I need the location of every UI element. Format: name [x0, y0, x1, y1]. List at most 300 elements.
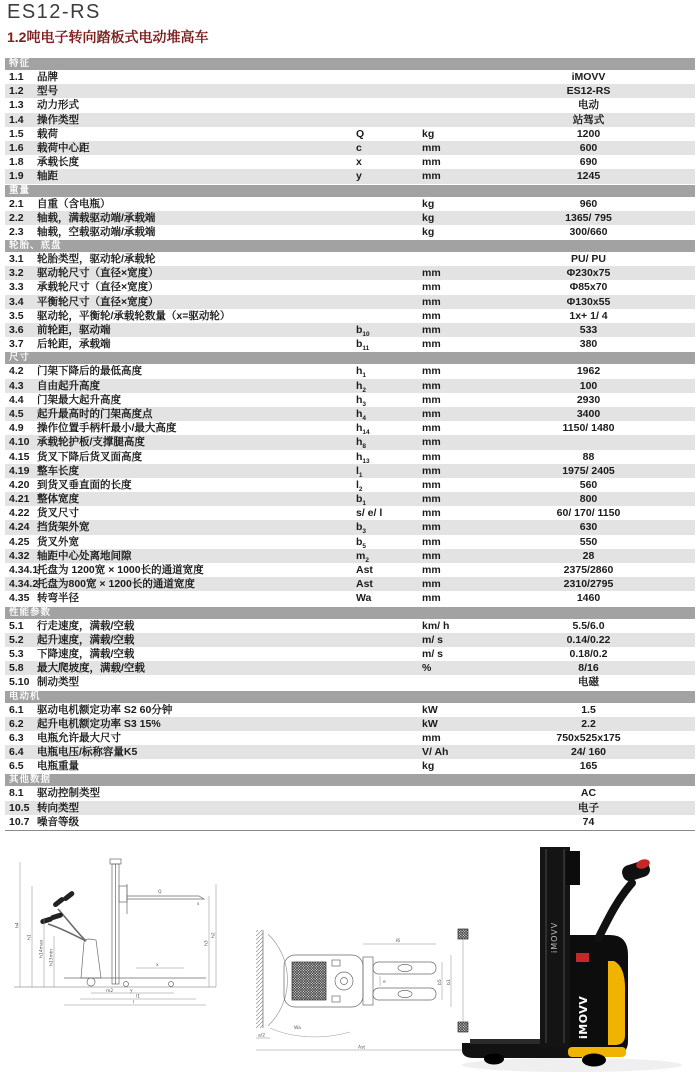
row-unit: mm: [422, 407, 441, 420]
row-value: 74: [582, 815, 595, 828]
row-unit: m/ s: [422, 633, 444, 646]
section-header: 重量: [5, 185, 695, 197]
svg-text:b1: b1: [447, 979, 452, 985]
yellow-accent: [608, 961, 625, 1045]
row-unit: kg: [422, 225, 435, 238]
row-symbol: $b_{10}$: [356, 324, 370, 339]
section-header: 轮胎、底盘: [5, 240, 695, 252]
spec-row: [5, 141, 695, 155]
row-value: 电子: [578, 801, 599, 814]
row-unit: mm: [422, 464, 441, 477]
row-symbol: [356, 786, 422, 800]
tiller-grips: [40, 890, 76, 925]
row-symbol: Ast: [356, 578, 373, 591]
spec-row: [5, 731, 695, 745]
svg-text:h13min: h13min: [49, 948, 55, 966]
row-value: 电磁: [578, 676, 599, 689]
spec-row: [5, 745, 695, 759]
dimension-lines: [20, 862, 216, 1005]
row-unit: kW: [422, 717, 438, 730]
row-unit: [422, 70, 482, 84]
row-unit: mm: [422, 564, 441, 576]
spec-row: [5, 450, 695, 464]
spec-row: [5, 717, 695, 731]
row-value: 630: [579, 521, 598, 534]
section-header: 电动机: [5, 691, 695, 703]
row-value: 165: [579, 760, 598, 773]
row-value: 1365/ 795: [565, 211, 612, 224]
battery-hatch: [292, 962, 326, 1000]
row-symbol: [356, 759, 422, 773]
row-number: 6.3: [9, 731, 24, 744]
row-number: 4.5: [9, 407, 24, 420]
row-number: 2.2: [9, 211, 24, 224]
row-value: 560: [579, 478, 598, 491]
row-unit: %: [422, 662, 432, 675]
spec-row: [5, 549, 695, 563]
row-number: 3.5: [9, 309, 24, 322]
row-description: 承载轮尺寸（直径×宽度）: [37, 281, 159, 294]
spec-row: [5, 127, 695, 141]
row-unit: mm: [422, 535, 441, 548]
row-symbol: Ast: [356, 564, 373, 576]
row-value: 1x+ 1/ 4: [569, 309, 608, 322]
table-bottom-rule: [5, 830, 695, 831]
row-number: 1.2: [9, 85, 24, 98]
top-view-lines: [256, 929, 468, 1050]
row-unit: mm: [422, 393, 441, 406]
spec-row: [5, 379, 695, 393]
row-value: 380: [579, 338, 598, 351]
row-unit: mm: [422, 281, 441, 294]
row-value: 5.5/6.0: [572, 619, 605, 632]
spec-row: [5, 364, 695, 378]
row-symbol: [356, 675, 422, 689]
row-description: 轴载，空载驱动端/承载端: [37, 225, 156, 238]
row-description: 托盘为 1200宽 × 1000长的通道宽度: [37, 564, 204, 576]
row-symbol: [356, 717, 422, 731]
side-view-drawing: [6, 856, 224, 1014]
spec-row: [5, 591, 695, 605]
spec-row: [5, 801, 695, 815]
row-value: 2375/2860: [563, 564, 614, 576]
row-value: iMOVV: [571, 71, 606, 83]
row-description: 品牌: [37, 71, 58, 83]
row-unit: mm: [422, 156, 441, 169]
row-number: 1.9: [9, 170, 24, 183]
spec-row: [5, 84, 695, 98]
top-view-drawing: [232, 916, 477, 1066]
row-symbol: $b_1$: [356, 493, 367, 508]
row-value: 690: [579, 156, 598, 169]
spec-row: [5, 197, 695, 211]
row-value: ES12-RS: [566, 85, 611, 98]
side-view-lines: [14, 859, 216, 1005]
mast-outline: [110, 859, 127, 984]
row-value: 3400: [576, 407, 601, 420]
row-description: 轴距中心处离地间隙: [37, 549, 132, 562]
svg-text:m2: m2: [106, 989, 114, 994]
spec-row: [5, 506, 695, 520]
row-description: 动力形式: [37, 99, 79, 112]
spec-row: [5, 520, 695, 534]
row-value: 550: [579, 535, 598, 548]
svg-text:Ast: Ast: [358, 1045, 366, 1051]
svg-text:s: s: [197, 902, 200, 907]
row-description: 货叉外宽: [37, 535, 79, 548]
row-value: 60/ 170/ 1150: [556, 507, 621, 520]
spec-row: [5, 225, 695, 239]
row-symbol: [356, 731, 422, 745]
row-description: 自由起升高度: [37, 379, 100, 392]
row-symbol: [356, 815, 422, 829]
row-unit: [422, 675, 482, 689]
svg-text:a/2: a/2: [258, 1033, 266, 1039]
row-number: 1.6: [9, 141, 24, 154]
svg-text:h14max: h14max: [39, 939, 45, 958]
row-description: 挡货架外宽: [37, 521, 90, 534]
red-stripe: [576, 953, 589, 962]
row-symbol: $h_{14}$: [356, 422, 370, 437]
row-symbol: [356, 745, 422, 759]
row-value: 2310/2795: [563, 578, 614, 591]
row-number: 8.1: [9, 787, 24, 800]
row-description: 载荷中心距: [37, 141, 90, 154]
row-value: Φ85x70: [569, 281, 608, 294]
row-number: 3.2: [9, 267, 24, 280]
row-description: 到货叉垂直面的长度: [37, 478, 132, 491]
row-value: 1975/ 2405: [562, 464, 615, 477]
row-symbol: [356, 252, 422, 266]
spec-table: [5, 57, 695, 831]
row-value: Φ230x75: [566, 267, 611, 280]
row-value: 2930: [576, 393, 601, 406]
drawings-area: [0, 838, 700, 1077]
row-symbol: x: [356, 156, 362, 169]
row-number: 4.19: [9, 464, 30, 477]
row-unit: mm: [422, 309, 441, 322]
row-number: 10.5: [9, 801, 30, 814]
spec-row: [5, 815, 695, 829]
row-symbol: $h_1$: [356, 365, 367, 380]
row-symbol: [356, 280, 422, 294]
row-description: 起升速度，满载/空载: [37, 633, 135, 646]
svg-text:b5: b5: [438, 979, 443, 985]
row-number: 6.2: [9, 717, 24, 730]
row-symbol: [356, 98, 422, 112]
svg-text:e: e: [383, 980, 386, 985]
spec-row: [5, 295, 695, 309]
row-number: 5.3: [9, 647, 24, 660]
row-value: 1245: [576, 170, 601, 183]
row-description: 承载轮护板/支撑腿高度: [37, 436, 145, 449]
spec-row: [5, 492, 695, 506]
row-unit: kg: [422, 211, 435, 224]
fork-outline: [127, 884, 204, 914]
row-number: 10.7: [9, 815, 30, 828]
row-value: 300/660: [569, 225, 608, 238]
row-number: 6.1: [9, 703, 24, 716]
row-description: 下降速度，满载/空载: [37, 647, 135, 660]
row-value: 28: [582, 549, 595, 562]
row-unit: [422, 84, 482, 98]
spec-row: [5, 309, 695, 323]
row-number: 4.34.2: [9, 578, 39, 591]
row-description: 货叉尺寸: [37, 507, 79, 520]
row-description: 电瓶电压/标称容量K5: [37, 746, 138, 759]
row-symbol: $b_{11}$: [356, 338, 370, 353]
row-description: 操作位置手柄杆最小/最大高度: [37, 422, 177, 435]
row-unit: kW: [422, 703, 438, 716]
row-number: 4.22: [9, 507, 30, 520]
row-symbol: y: [356, 170, 362, 183]
row-unit: kg: [422, 760, 435, 773]
row-unit: kg: [422, 197, 435, 210]
row-value: 1460: [576, 592, 601, 605]
spec-row: [5, 647, 695, 661]
row-unit: mm: [422, 578, 441, 591]
row-unit: mm: [422, 450, 441, 463]
row-description: 型号: [37, 85, 58, 98]
row-description: 货叉下降后货叉面高度: [37, 450, 142, 463]
row-unit: mm: [422, 324, 441, 336]
row-unit: m/ s: [422, 647, 444, 660]
row-number: 3.3: [9, 281, 24, 294]
row-unit: mm: [422, 170, 441, 183]
svg-text:Q: Q: [158, 890, 162, 895]
row-number: 2.3: [9, 225, 24, 238]
row-number: 4.2: [9, 365, 24, 378]
row-value: 1150/ 1480: [562, 422, 615, 435]
row-description: 操作类型: [37, 113, 79, 126]
row-value: AC: [580, 787, 597, 800]
row-symbol: c: [356, 141, 362, 154]
row-symbol: [356, 113, 422, 127]
spec-row: [5, 633, 695, 647]
row-number: 5.10: [9, 676, 30, 689]
row-symbol: [356, 225, 422, 239]
row-symbol: [356, 801, 422, 815]
row-value: 1.5: [581, 703, 596, 716]
row-description: 驱动轮尺寸（直径×宽度）: [37, 267, 159, 280]
row-description: 驱动电机额定功率 S2 60分钟: [37, 703, 173, 716]
body-brand-label: iMOVV: [577, 995, 590, 1039]
row-unit: [422, 801, 482, 815]
row-symbol: [356, 84, 422, 98]
row-number: 3.7: [9, 338, 24, 351]
spec-row: [5, 759, 695, 773]
section-header: 尺寸: [5, 352, 695, 364]
spec-row: [5, 280, 695, 294]
row-number: 3.4: [9, 295, 24, 308]
row-symbol: [356, 647, 422, 661]
row-unit: mm: [422, 549, 441, 562]
svg-text:h2: h2: [211, 932, 217, 938]
row-description: 整车长度: [37, 464, 79, 477]
row-unit: mm: [422, 493, 441, 506]
row-description: 载荷: [37, 127, 58, 140]
section-header: 其他数据: [5, 774, 695, 786]
spec-row: [5, 211, 695, 225]
row-unit: [422, 786, 482, 800]
row-description: 转向类型: [37, 801, 79, 814]
row-number: 6.5: [9, 760, 24, 773]
page-subtitle: 1.2吨电子转向踏板式电动堆高车: [7, 29, 209, 45]
product-photo: [442, 843, 698, 1077]
row-symbol: [356, 703, 422, 717]
svg-text:l6: l6: [396, 939, 401, 944]
row-number: 4.15: [9, 450, 30, 463]
row-description: 前轮距，驱动端: [37, 324, 111, 336]
row-value: 0.14/0.22: [566, 633, 611, 646]
row-description: 电瓶重量: [37, 760, 79, 773]
photo-tiller: [598, 858, 652, 939]
row-value: 533: [579, 324, 598, 336]
row-unit: km/ h: [422, 619, 450, 632]
row-description: 轴距: [37, 170, 58, 183]
wall-hatch: [256, 930, 263, 1028]
row-number: 5.2: [9, 633, 24, 646]
row-symbol: [356, 295, 422, 309]
row-number: 1.4: [9, 113, 24, 126]
spec-row: [5, 155, 695, 169]
row-number: 5.8: [9, 662, 24, 675]
row-unit: mm: [422, 422, 441, 435]
row-number: 1.5: [9, 127, 24, 140]
document-header: [7, 1, 208, 47]
row-symbol: $h_3$: [356, 393, 367, 408]
spec-row: [5, 619, 695, 633]
row-value: 1962: [576, 365, 601, 378]
row-description: 门架最大起升高度: [37, 393, 121, 406]
spec-row: [5, 577, 695, 591]
row-value: 800: [579, 493, 598, 506]
row-unit: [422, 815, 482, 829]
row-value: 0.18/0.2: [569, 647, 608, 660]
row-number: 1.3: [9, 99, 24, 112]
row-number: 1.1: [9, 71, 24, 83]
row-number: 4.24: [9, 521, 30, 534]
spec-row: [5, 464, 695, 478]
svg-text:y: y: [130, 988, 133, 994]
row-unit: mm: [422, 521, 441, 534]
spec-row: [5, 435, 695, 449]
row-description: 承载长度: [37, 156, 79, 169]
svg-text:l: l: [133, 1000, 135, 1006]
row-unit: kg: [422, 127, 435, 140]
row-symbol: $b_5$: [356, 535, 367, 550]
row-value: Φ130x55: [566, 295, 611, 308]
row-description: 轮胎类型，驱动轮/承载轮: [37, 253, 156, 266]
spec-row: [5, 337, 695, 351]
row-symbol: [356, 309, 422, 323]
row-number: 1.8: [9, 156, 24, 169]
row-description: 自重（含电瓶）: [37, 197, 111, 210]
svg-text:h4: h4: [15, 922, 21, 928]
spec-row: [5, 703, 695, 717]
row-value: 88: [582, 450, 595, 463]
spec-row: [5, 661, 695, 675]
row-description: 托盘为800宽 × 1200长的通道宽度: [37, 578, 195, 591]
row-number: 4.20: [9, 478, 30, 491]
row-description: 后轮距，承载端: [37, 338, 111, 351]
row-unit: mm: [422, 267, 441, 280]
row-description: 整体宽度: [37, 493, 79, 506]
photo-body: [568, 935, 628, 1067]
row-number: 3.6: [9, 324, 24, 336]
row-symbol: [356, 266, 422, 280]
row-unit: mm: [422, 478, 441, 491]
row-number: 3.1: [9, 253, 24, 266]
mast-brand-label: iMOVV: [550, 921, 559, 953]
spec-row: [5, 98, 695, 112]
svg-text:x: x: [156, 963, 159, 968]
row-value: 750x525x175: [556, 731, 621, 744]
row-unit: [422, 252, 482, 266]
row-description: 轴载，满载驱动端/承载端: [37, 211, 156, 224]
section-header: 性能参数: [5, 607, 695, 619]
svg-text:Wa: Wa: [294, 1026, 301, 1031]
spec-row: [5, 70, 695, 84]
row-symbol: [356, 619, 422, 633]
svg-text:h1: h1: [27, 934, 33, 940]
wheels-outline: [87, 978, 174, 987]
row-value: 8/16: [578, 662, 599, 675]
row-symbol: [356, 70, 422, 84]
row-symbol: $l_1$: [356, 464, 363, 479]
row-unit: mm: [422, 731, 441, 744]
row-symbol: $l_2$: [356, 478, 363, 493]
row-description: 驱动轮，平衡轮/承载轮数量（x=驱动轮）: [37, 309, 231, 322]
row-symbol: Q: [356, 127, 365, 140]
row-symbol: Wa: [356, 592, 372, 605]
spec-row: [5, 675, 695, 689]
spec-row: [5, 169, 695, 183]
row-unit: mm: [422, 379, 441, 392]
svg-text:l1: l1: [136, 994, 141, 1000]
row-unit: mm: [422, 592, 441, 605]
section-header: 特征: [5, 58, 695, 70]
row-description: 噪音等级: [37, 815, 79, 828]
row-number: 4.25: [9, 535, 30, 548]
row-description: 门架下降后的最低高度: [37, 365, 142, 378]
spec-row: [5, 323, 695, 337]
page-title: ES12-RS: [7, 1, 101, 23]
row-number: 2.1: [9, 197, 24, 210]
row-value: 960: [579, 197, 598, 210]
svg-text:h3: h3: [204, 940, 210, 946]
row-symbol: $b_3$: [356, 521, 367, 536]
spec-row: [5, 421, 695, 435]
row-unit: mm: [422, 141, 441, 154]
row-description: 平衡轮尺寸（直径×宽度）: [37, 295, 159, 308]
row-value: 1200: [576, 127, 601, 140]
spec-row: [5, 786, 695, 800]
row-value: PU/ PU: [570, 253, 606, 266]
row-symbol: [356, 661, 422, 675]
row-symbol: $h_{13}$: [356, 450, 370, 465]
row-description: 制动类型: [37, 676, 79, 689]
row-unit: mm: [422, 365, 441, 378]
spec-row: [5, 113, 695, 127]
row-value: 站驾式: [572, 113, 605, 126]
row-symbol: $h_2$: [356, 379, 367, 394]
row-number: 4.32: [9, 549, 30, 562]
row-description: 电瓶允许最大尺寸: [37, 731, 121, 744]
row-symbol: s/ e/ l: [356, 507, 383, 520]
row-number: 4.9: [9, 422, 24, 435]
row-number: 4.10: [9, 436, 30, 449]
